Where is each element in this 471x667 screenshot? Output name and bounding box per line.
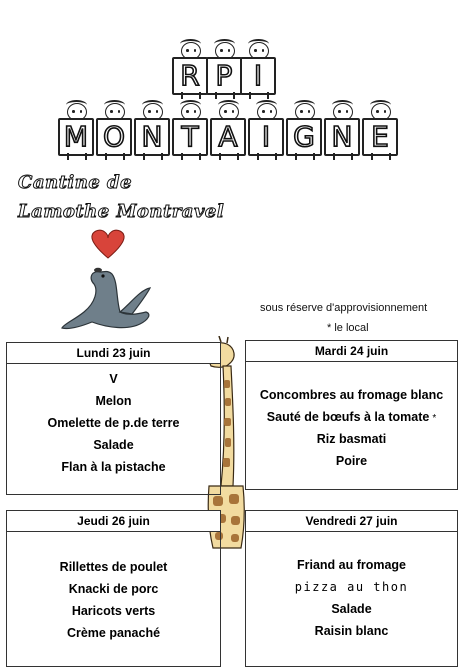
seal-heart-illustration <box>58 228 158 338</box>
supply-note: sous réserve d'approvisionnement <box>260 302 428 314</box>
menu-item: Riz basmati <box>316 432 387 446</box>
kid-sign <box>324 103 360 161</box>
canteen-location: Lamothe Montravel <box>18 201 225 222</box>
menu-item: Flan à la pistache <box>61 460 166 474</box>
menu-day-thursday <box>6 510 221 667</box>
local-star-icon: * <box>432 413 437 424</box>
banner-letter: R <box>180 59 200 92</box>
banner-letter: M <box>63 120 89 153</box>
kid-sign <box>96 103 132 161</box>
day-heading: Vendredi 27 juin <box>245 510 458 532</box>
banner-letter: I <box>253 59 263 92</box>
banner-letter: N <box>141 120 163 153</box>
kid-sign <box>248 103 284 161</box>
menu-item: Crème panaché <box>66 626 161 640</box>
local-note: * le local <box>327 322 369 334</box>
kid-sign <box>134 103 170 161</box>
banner-letter: O <box>102 120 126 153</box>
kid-sign <box>172 42 208 100</box>
kid-sign <box>58 103 94 161</box>
menu-items <box>245 362 458 490</box>
day-heading: Jeudi 26 juin <box>6 510 221 532</box>
title-banner-montaigne <box>0 103 471 163</box>
kid-sign <box>286 103 322 161</box>
title-banner-rpi <box>0 42 471 102</box>
menu-item: Melon <box>95 394 132 408</box>
banner-letter: I <box>261 120 271 153</box>
menu-items <box>6 364 221 495</box>
menu-item: Concombres au fromage blanc <box>259 388 444 402</box>
heart-icon <box>92 230 124 258</box>
menu-day-monday <box>6 342 221 495</box>
banner-letter: P <box>215 59 233 92</box>
menu-item-text: Sauté de bœufs à la tomate <box>266 410 430 424</box>
banner-letter: N <box>331 120 353 153</box>
menu-item: Knacki de porc <box>68 582 159 596</box>
canteen-title: Cantine de <box>18 172 133 193</box>
banner-letter: A <box>218 120 238 153</box>
menu-items <box>6 532 221 667</box>
menu-item: pizza au thon <box>294 580 409 594</box>
menu-items <box>245 532 458 667</box>
menu-item: Salade <box>93 438 134 452</box>
menu-item: Rillettes de poulet <box>59 560 168 574</box>
menu-item: Poire <box>335 454 368 468</box>
menu-item: V <box>109 372 118 386</box>
banner-letter: G <box>293 120 315 153</box>
menu-item: Raisin blanc <box>314 624 389 638</box>
menu-item <box>246 406 457 428</box>
day-heading: Mardi 24 juin <box>245 340 458 362</box>
menu-day-tuesday <box>245 340 458 490</box>
kid-sign <box>240 42 276 100</box>
menu-item: Haricots verts <box>71 604 156 618</box>
banner-letter: T <box>181 120 199 153</box>
banner-letter: E <box>371 120 389 153</box>
kid-sign <box>206 42 242 100</box>
menu-item: Friand au fromage <box>296 558 407 572</box>
kid-sign <box>172 103 208 161</box>
menu-item: Omelette de p.de terre <box>47 416 180 430</box>
menu-day-friday <box>245 510 458 667</box>
menu-item: Salade <box>331 602 372 616</box>
day-heading: Lundi 23 juin <box>6 342 221 364</box>
kid-sign <box>210 103 246 161</box>
kid-sign <box>362 103 398 161</box>
